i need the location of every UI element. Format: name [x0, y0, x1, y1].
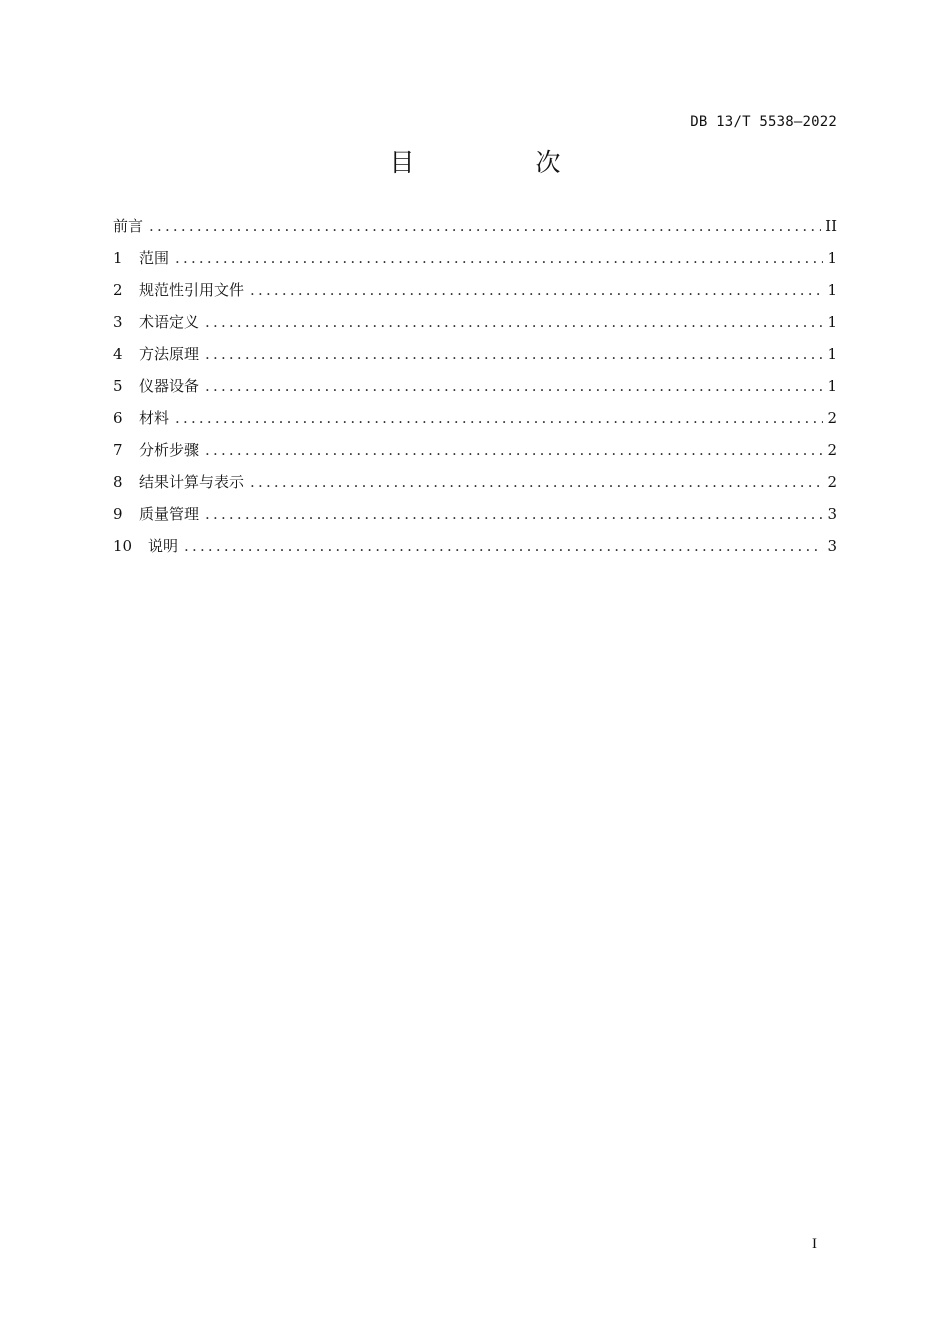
- toc-leader-dots: [205, 313, 823, 331]
- toc-section-number: 9: [113, 505, 123, 523]
- toc-label: 术语定义: [139, 313, 200, 331]
- document-code: DB 13/T 5538—2022: [690, 114, 837, 130]
- toc-page-number: 2: [827, 473, 837, 491]
- toc-section-number: 7: [113, 441, 123, 459]
- toc-leader-dots: [205, 377, 823, 395]
- toc-page-number: 1: [827, 313, 837, 331]
- toc-leader-dots: [205, 345, 823, 363]
- toc-section-number: 4: [113, 345, 123, 363]
- toc-label: 范围: [139, 249, 170, 267]
- toc-page-number: 1: [827, 281, 837, 299]
- page-folio: I: [812, 1236, 817, 1252]
- toc-page-number: 1: [827, 345, 837, 363]
- toc-section-number: 2: [113, 281, 123, 299]
- toc-label: 质量管理: [139, 505, 200, 523]
- toc-section-number: 1: [113, 249, 123, 267]
- toc-entry-apparatus[interactable]: [113, 375, 837, 407]
- toc-entry-materials[interactable]: [113, 407, 837, 439]
- toc-entry-analysis-steps[interactable]: [113, 439, 837, 471]
- toc-page-number: 2: [827, 409, 837, 427]
- toc-section-number: 6: [113, 409, 123, 427]
- toc-label: 仪器设备: [139, 377, 200, 395]
- toc-label: 材料: [139, 409, 170, 427]
- toc-leader-dots: [175, 409, 823, 427]
- toc-page-number: 3: [827, 537, 837, 555]
- toc-entry-calculation[interactable]: [113, 471, 837, 503]
- toc-leader-dots: [205, 505, 823, 523]
- toc-leader-dots: [184, 537, 823, 555]
- toc-label: 前言: [113, 217, 144, 235]
- toc-section-number: 3: [113, 313, 123, 331]
- toc-leader-dots: [250, 281, 823, 299]
- page-title: 目 次: [389, 148, 609, 177]
- toc-entry-normative-references[interactable]: [113, 279, 837, 311]
- toc-section-number: 5: [113, 377, 123, 395]
- toc-leader-dots: [250, 473, 823, 491]
- toc-page-number: 1: [827, 377, 837, 395]
- toc-leader-dots: [175, 249, 823, 267]
- toc-label: 规范性引用文件: [139, 281, 245, 299]
- toc-leader-dots: [205, 441, 823, 459]
- table-of-contents: [113, 215, 837, 567]
- toc-page-number: 3: [827, 505, 837, 523]
- toc-label: 方法原理: [139, 345, 200, 363]
- toc-entry-quality-management[interactable]: [113, 503, 837, 535]
- toc-section-number: 8: [113, 473, 123, 491]
- toc-page-number: II: [825, 217, 837, 235]
- toc-section-number: 10: [113, 537, 133, 555]
- toc-entry-scope[interactable]: [113, 247, 837, 279]
- toc-label: 分析步骤: [139, 441, 200, 459]
- toc-entry-principle[interactable]: [113, 343, 837, 375]
- toc-page-number: 2: [827, 441, 837, 459]
- toc-entry-notes[interactable]: [113, 535, 837, 567]
- toc-entry-foreword[interactable]: [113, 215, 837, 247]
- toc-page-number: 1: [827, 249, 837, 267]
- toc-leader-dots: [149, 217, 821, 235]
- toc-label: 说明: [148, 537, 179, 555]
- toc-label: 结果计算与表示: [139, 473, 245, 491]
- toc-entry-terms-definitions[interactable]: [113, 311, 837, 343]
